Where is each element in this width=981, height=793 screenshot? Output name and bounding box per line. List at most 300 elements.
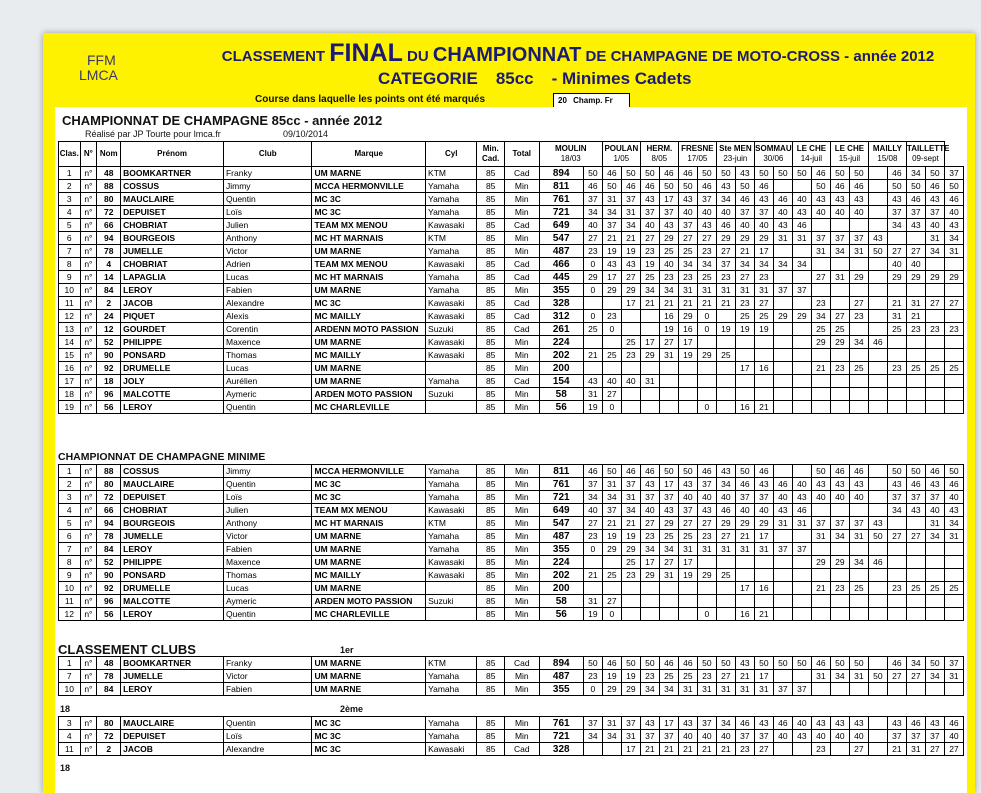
points-cell: 29 xyxy=(716,232,735,245)
points-cell: 21 xyxy=(659,297,678,310)
points-cell: 50 xyxy=(583,657,602,670)
col-header-total: Total xyxy=(504,142,539,167)
class-cell: Min xyxy=(504,193,539,206)
rank-cell: 9 xyxy=(59,271,81,284)
points-cell: 46 xyxy=(697,180,716,193)
points-cell: 34 xyxy=(716,193,735,206)
points-cell xyxy=(716,362,735,375)
name-cell: MAUCLAIRE xyxy=(121,478,224,491)
total-cell: 56 xyxy=(539,608,583,621)
points-cell: 50 xyxy=(887,180,906,193)
points-cell: 31 xyxy=(716,543,735,556)
points-cell xyxy=(659,595,678,608)
rank-cell: 5 xyxy=(59,219,81,232)
rank-cell: 7 xyxy=(59,245,81,258)
points-cell: 46 xyxy=(735,478,754,491)
points-cell xyxy=(868,582,887,595)
firstname-cell: Loïs xyxy=(223,206,311,219)
points-cell xyxy=(697,582,716,595)
points-cell: 50 xyxy=(621,167,640,180)
rank-cell: 19 xyxy=(59,401,81,414)
points-cell xyxy=(811,569,830,582)
points-cell xyxy=(640,388,659,401)
points-cell: 27 xyxy=(659,556,678,569)
total-cell: 56 xyxy=(539,401,583,414)
points-cell xyxy=(830,219,849,232)
points-cell: 23 xyxy=(621,349,640,362)
points-cell: 23 xyxy=(735,743,754,756)
points-cell: 17 xyxy=(621,297,640,310)
club-cell: MC 3C xyxy=(312,478,426,491)
points-cell: 16 xyxy=(659,310,678,323)
points-cell: 40 xyxy=(773,491,792,504)
number-cell: 66 xyxy=(97,219,121,232)
points-cell: 27 xyxy=(659,336,678,349)
section1-title: CHAMPIONNAT DE CHAMPAGNE 85cc - année 2012 xyxy=(62,113,383,128)
points-cell: 21 xyxy=(754,608,773,621)
points-cell xyxy=(868,180,887,193)
points-cell: 19 xyxy=(678,349,697,362)
name-cell: LAPAGLIA xyxy=(121,271,224,284)
points-cell: 43 xyxy=(849,717,868,730)
points-cell: 40 xyxy=(621,375,640,388)
points-cell: 40 xyxy=(906,258,925,271)
org-label xyxy=(79,53,118,83)
points-cell: 43 xyxy=(754,717,773,730)
number-cell: 72 xyxy=(97,491,121,504)
points-cell: 27 xyxy=(849,297,868,310)
points-cell: 37 xyxy=(773,284,792,297)
firstname-cell: Anthony xyxy=(223,517,311,530)
points-cell: 43 xyxy=(678,193,697,206)
points-cell: 21 xyxy=(678,743,697,756)
n-cell: n° xyxy=(80,180,97,193)
points-cell: 21 xyxy=(659,743,678,756)
club-cell: UM MARNE xyxy=(312,543,426,556)
points-cell xyxy=(868,219,887,232)
points-cell xyxy=(716,401,735,414)
points-cell xyxy=(887,284,906,297)
points-cell xyxy=(773,595,792,608)
points-cell: 37 xyxy=(640,491,659,504)
points-cell xyxy=(602,297,621,310)
points-cell: 37 xyxy=(849,232,868,245)
points-cell: 37 xyxy=(830,517,849,530)
table-row xyxy=(59,271,964,284)
points-cell: 37 xyxy=(887,206,906,219)
name-cell: JOLY xyxy=(121,375,224,388)
points-cell xyxy=(944,375,963,388)
points-cell xyxy=(830,401,849,414)
points-cell xyxy=(735,595,754,608)
number-cell: 14 xyxy=(97,271,121,284)
class-cell: Min xyxy=(504,530,539,543)
points-cell xyxy=(868,491,887,504)
name-cell: LEROY xyxy=(121,683,224,696)
champ-label: Champ. Fr xyxy=(573,96,613,105)
points-cell xyxy=(944,258,963,271)
org-bottom: LMCA xyxy=(79,67,118,83)
points-cell: 50 xyxy=(925,167,944,180)
title-part: FINAL xyxy=(329,39,403,67)
category-label: CATEGORIE xyxy=(378,69,478,88)
points-cell: 34 xyxy=(887,504,906,517)
race-header xyxy=(906,142,950,167)
points-cell: 27 xyxy=(640,232,659,245)
points-cell: 25 xyxy=(697,271,716,284)
points-cell xyxy=(640,310,659,323)
firstname-cell: Quentin xyxy=(223,478,311,491)
points-cell: 0 xyxy=(602,401,621,414)
total-cell: 328 xyxy=(539,743,583,756)
points-cell xyxy=(868,349,887,362)
points-cell xyxy=(754,388,773,401)
brand-cell: Kawasaki xyxy=(426,556,477,569)
brand-cell: Yamaha xyxy=(426,717,477,730)
points-cell: 40 xyxy=(830,730,849,743)
points-cell: 27 xyxy=(621,271,640,284)
firstname-cell: Corentin xyxy=(223,323,311,336)
points-cell: 37 xyxy=(621,478,640,491)
points-cell: 40 xyxy=(640,219,659,232)
class-cell: Cad xyxy=(504,743,539,756)
points-cell xyxy=(773,271,792,284)
number-cell: 94 xyxy=(97,232,121,245)
rank-cell: 4 xyxy=(59,730,81,743)
n-cell: n° xyxy=(80,478,97,491)
cyl-cell: 85 xyxy=(477,245,505,258)
total-cell: 487 xyxy=(539,245,583,258)
points-cell xyxy=(697,595,716,608)
brand-cell: Kawasaki xyxy=(426,336,477,349)
points-cell xyxy=(944,569,963,582)
points-cell xyxy=(925,336,944,349)
points-cell: 40 xyxy=(735,219,754,232)
points-cell: 21 xyxy=(640,297,659,310)
points-cell: 34 xyxy=(925,245,944,258)
class-cell: Min xyxy=(504,362,539,375)
points-cell: 25 xyxy=(678,245,697,258)
name-cell: CHOBRIAT xyxy=(121,504,224,517)
points-cell xyxy=(811,284,830,297)
points-cell: 17 xyxy=(659,717,678,730)
points-cell xyxy=(811,683,830,696)
points-cell: 23 xyxy=(602,310,621,323)
race-name: Ste MEN xyxy=(719,144,752,153)
points-cell: 37 xyxy=(792,284,811,297)
rank-cell: 15 xyxy=(59,349,81,362)
points-cell xyxy=(792,349,811,362)
points-cell xyxy=(868,683,887,696)
firstname-cell: Franky xyxy=(223,167,311,180)
points-cell xyxy=(887,543,906,556)
section3-title: CLASSEMENT CLUBS xyxy=(58,642,196,657)
points-cell xyxy=(640,401,659,414)
points-cell: 50 xyxy=(868,530,887,543)
points-cell: 40 xyxy=(773,730,792,743)
points-cell xyxy=(621,310,640,323)
points-cell: 31 xyxy=(773,517,792,530)
points-cell: 23 xyxy=(944,323,963,336)
points-cell: 23 xyxy=(830,362,849,375)
points-cell: 29 xyxy=(602,284,621,297)
points-cell xyxy=(830,543,849,556)
brand-cell: Suzuki xyxy=(426,595,477,608)
points-cell: 31 xyxy=(887,310,906,323)
points-cell xyxy=(583,582,602,595)
points-cell xyxy=(868,271,887,284)
points-cell: 50 xyxy=(773,657,792,670)
points-cell: 31 xyxy=(697,683,716,696)
name-cell: DRUMELLE xyxy=(121,582,224,595)
points-cell xyxy=(792,388,811,401)
firstname-cell: Franky xyxy=(223,657,311,670)
rank-cell: 7 xyxy=(59,543,81,556)
points-cell: 25 xyxy=(640,271,659,284)
points-cell: 37 xyxy=(887,491,906,504)
points-cell: 31 xyxy=(602,717,621,730)
points-cell: 27 xyxy=(830,310,849,323)
cyl-cell: 85 xyxy=(477,271,505,284)
race-name: MAILLY xyxy=(872,144,902,153)
table-row xyxy=(59,717,964,730)
points-cell: 31 xyxy=(678,543,697,556)
points-cell xyxy=(773,180,792,193)
points-cell: 29 xyxy=(792,310,811,323)
name-cell: LEROY xyxy=(121,401,224,414)
points-cell: 50 xyxy=(906,180,925,193)
points-cell xyxy=(659,401,678,414)
points-cell xyxy=(944,349,963,362)
race-header xyxy=(830,142,868,167)
points-cell: 31 xyxy=(602,193,621,206)
points-cell: 34 xyxy=(583,206,602,219)
class-cell: Min xyxy=(504,465,539,478)
points-cell: 50 xyxy=(868,670,887,683)
points-cell xyxy=(868,375,887,388)
points-cell xyxy=(678,608,697,621)
points-cell: 50 xyxy=(678,180,697,193)
cyl-cell: 85 xyxy=(477,206,505,219)
points-cell: 37 xyxy=(944,657,963,670)
points-cell: 16 xyxy=(678,323,697,336)
club-cell: UM MARNE xyxy=(312,245,426,258)
name-cell: DEPUISET xyxy=(121,730,224,743)
points-cell: 29 xyxy=(811,336,830,349)
total-cell: 200 xyxy=(539,582,583,595)
points-cell xyxy=(792,595,811,608)
points-cell xyxy=(754,569,773,582)
brand-cell: Yamaha xyxy=(426,193,477,206)
points-cell: 37 xyxy=(697,193,716,206)
points-cell: 29 xyxy=(716,517,735,530)
class-cell: Min xyxy=(504,401,539,414)
points-cell: 46 xyxy=(944,193,963,206)
points-cell: 43 xyxy=(906,219,925,232)
points-cell: 40 xyxy=(830,206,849,219)
firstname-cell: Quentin xyxy=(223,717,311,730)
points-cell: 19 xyxy=(754,323,773,336)
n-cell: n° xyxy=(80,657,97,670)
points-cell: 17 xyxy=(659,478,678,491)
rank-cell: 10 xyxy=(59,683,81,696)
points-cell: 34 xyxy=(906,167,925,180)
points-cell: 40 xyxy=(792,478,811,491)
total-cell: 154 xyxy=(539,375,583,388)
points-cell: 34 xyxy=(754,258,773,271)
points-cell xyxy=(716,608,735,621)
points-cell: 46 xyxy=(849,180,868,193)
points-cell: 40 xyxy=(944,491,963,504)
name-cell: LEROY xyxy=(121,543,224,556)
n-cell: n° xyxy=(80,388,97,401)
race-date: 09-sept xyxy=(912,154,939,163)
points-cell xyxy=(830,388,849,401)
points-cell xyxy=(944,556,963,569)
cyl-cell: 85 xyxy=(477,670,505,683)
points-cell: 43 xyxy=(925,717,944,730)
points-cell xyxy=(887,517,906,530)
points-cell: 46 xyxy=(792,504,811,517)
points-cell: 23 xyxy=(640,670,659,683)
points-cell: 46 xyxy=(735,193,754,206)
points-cell xyxy=(830,284,849,297)
points-cell: 17 xyxy=(754,245,773,258)
brand-cell: Yamaha xyxy=(426,530,477,543)
points-cell xyxy=(735,349,754,362)
points-cell xyxy=(906,232,925,245)
points-cell: 21 xyxy=(583,569,602,582)
points-cell: 25 xyxy=(602,569,621,582)
points-cell: 40 xyxy=(925,219,944,232)
cyl-cell: 85 xyxy=(477,683,505,696)
club-cell: UM MARNE xyxy=(312,556,426,569)
cyl-cell: 85 xyxy=(477,465,505,478)
points-cell: 29 xyxy=(659,517,678,530)
points-cell: 21 xyxy=(640,743,659,756)
points-cell: 17 xyxy=(754,530,773,543)
cyl-cell: 85 xyxy=(477,657,505,670)
points-cell xyxy=(811,388,830,401)
cyl-cell: 85 xyxy=(477,491,505,504)
points-cell: 50 xyxy=(754,167,773,180)
points-cell: 19 xyxy=(602,670,621,683)
points-cell xyxy=(906,375,925,388)
points-cell: 21 xyxy=(811,582,830,595)
points-cell: 27 xyxy=(602,388,621,401)
name-cell: GOURDET xyxy=(121,323,224,336)
n-cell: n° xyxy=(80,530,97,543)
points-cell xyxy=(906,388,925,401)
total-cell: 202 xyxy=(539,569,583,582)
points-cell: 31 xyxy=(640,375,659,388)
points-cell xyxy=(621,388,640,401)
points-cell: 31 xyxy=(583,595,602,608)
points-cell: 0 xyxy=(583,284,602,297)
points-cell: 50 xyxy=(583,167,602,180)
cyl-cell: 85 xyxy=(477,180,505,193)
points-cell: 19 xyxy=(735,323,754,336)
points-cell xyxy=(868,323,887,336)
number-cell: 4 xyxy=(97,258,121,271)
points-cell xyxy=(697,556,716,569)
rank-cell: 3 xyxy=(59,717,81,730)
points-cell: 23 xyxy=(830,582,849,595)
n-cell: n° xyxy=(80,730,97,743)
name-cell: MAUCLAIRE xyxy=(121,193,224,206)
points-cell: 43 xyxy=(716,180,735,193)
class-cell: Min xyxy=(504,336,539,349)
points-cell: 37 xyxy=(925,491,944,504)
number-cell: 96 xyxy=(97,595,121,608)
firstname-cell: Victor xyxy=(223,530,311,543)
firstname-cell: Aymeric xyxy=(223,388,311,401)
n-cell: n° xyxy=(80,517,97,530)
firstname-cell: Julien xyxy=(223,219,311,232)
class-cell: Min xyxy=(504,349,539,362)
points-cell: 31 xyxy=(621,491,640,504)
brand-cell: Kawasaki xyxy=(426,310,477,323)
points-cell: 27 xyxy=(887,245,906,258)
points-cell: 34 xyxy=(906,657,925,670)
points-cell xyxy=(830,608,849,621)
points-cell xyxy=(811,219,830,232)
points-cell: 43 xyxy=(621,258,640,271)
points-cell: 23 xyxy=(659,271,678,284)
points-cell: 34 xyxy=(773,258,792,271)
points-cell: 40 xyxy=(697,730,716,743)
points-cell xyxy=(773,375,792,388)
points-cell xyxy=(773,608,792,621)
name-cell: JACOB xyxy=(121,297,224,310)
rank-cell: 10 xyxy=(59,284,81,297)
points-cell: 50 xyxy=(849,657,868,670)
points-cell: 34 xyxy=(735,258,754,271)
firstname-cell: Fabien xyxy=(223,284,311,297)
number-cell: 48 xyxy=(97,657,121,670)
points-cell: 23 xyxy=(716,271,735,284)
points-cell xyxy=(906,595,925,608)
points-cell: 37 xyxy=(792,683,811,696)
points-cell: 29 xyxy=(849,271,868,284)
points-cell: 46 xyxy=(868,336,887,349)
class-cell: Min xyxy=(504,232,539,245)
club-cell: UM MARNE xyxy=(312,284,426,297)
points-cell xyxy=(887,336,906,349)
points-cell: 50 xyxy=(678,465,697,478)
points-cell: 34 xyxy=(621,219,640,232)
points-cell xyxy=(754,595,773,608)
rank-cell: 18 xyxy=(59,388,81,401)
points-cell: 43 xyxy=(678,478,697,491)
number-cell: 96 xyxy=(97,388,121,401)
points-cell: 40 xyxy=(716,491,735,504)
points-cell: 17 xyxy=(640,556,659,569)
points-cell: 23 xyxy=(849,310,868,323)
points-cell: 46 xyxy=(906,717,925,730)
points-cell xyxy=(792,375,811,388)
points-cell: 25 xyxy=(925,362,944,375)
points-cell: 40 xyxy=(887,258,906,271)
points-cell xyxy=(716,595,735,608)
points-cell: 43 xyxy=(811,717,830,730)
table-row xyxy=(59,582,964,595)
table-row xyxy=(59,401,964,414)
points-cell xyxy=(792,465,811,478)
number-cell: 90 xyxy=(97,349,121,362)
col-header-cyl: Cyl xyxy=(426,142,477,167)
points-cell: 37 xyxy=(697,717,716,730)
